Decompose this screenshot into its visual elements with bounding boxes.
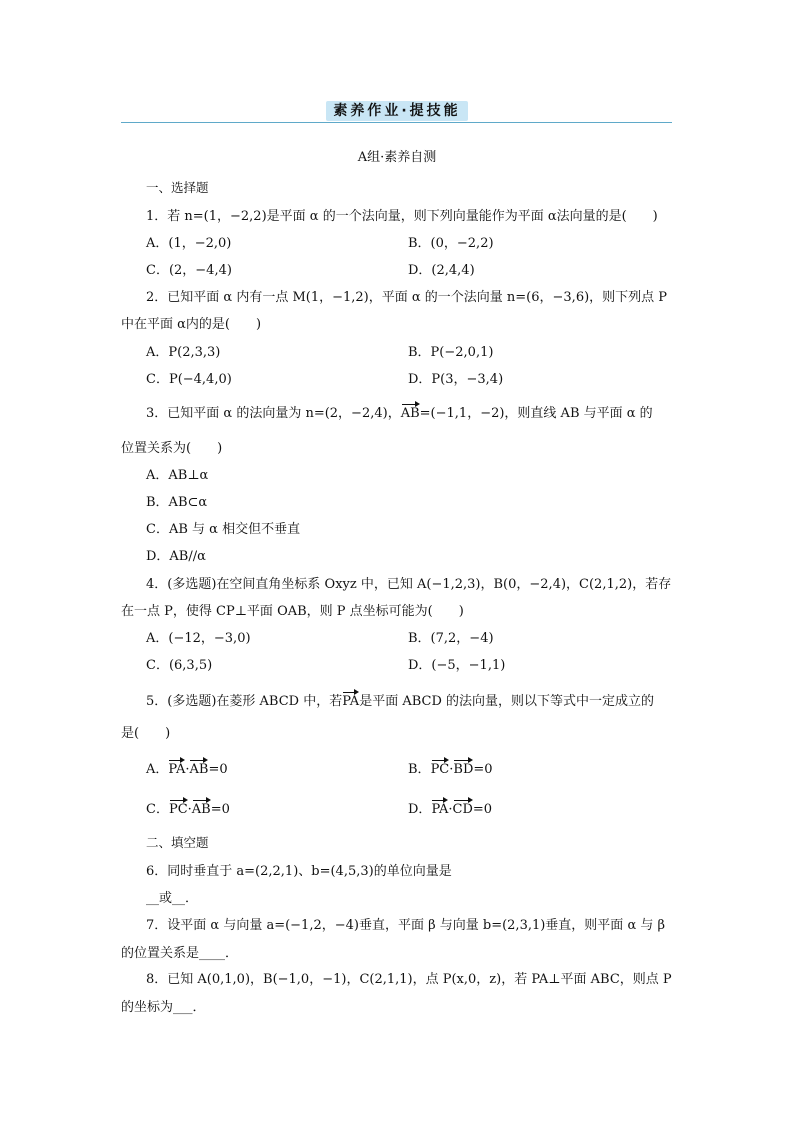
- q5-stem-line2: 是( ): [121, 726, 171, 741]
- vector: PA: [431, 802, 449, 817]
- vector: PC: [430, 762, 450, 777]
- equation-rhs: =0: [208, 762, 228, 777]
- vector: CD: [452, 802, 473, 817]
- option-label: B．: [408, 762, 431, 777]
- equation-rhs: =0: [210, 802, 230, 817]
- q5-option-d: D．PA·CD=0: [408, 802, 493, 817]
- q4-option-b: B．(7,2，−4): [408, 631, 494, 646]
- q1-stem: 1．若 n=(1，−2,2)是平面 α 的一个法向量，则下列向量能作为平面 α法向量的是( ): [146, 209, 658, 224]
- q5-stem-line1: [146, 690, 654, 709]
- equation-rhs: =0: [472, 802, 493, 817]
- q2-option-a: A．P(2,3,3): [146, 345, 221, 360]
- q3-stem-line1: [146, 402, 653, 421]
- q3-option-a: A．AB⊥α: [146, 468, 209, 483]
- q2-option-b: B．P(−2,0,1): [408, 345, 494, 360]
- q4-stem-line1: 4．(多选题)在空间直角坐标系 Oxyz 中，已知 A(−1,2,3)，B(0，−2,4)，C(2,1,2)，若存: [146, 577, 672, 592]
- q8-stem-line1: 8．已知 A(0,1,0)，B(−1,0，−1)，C(2,1,1)，点 P(x,0，z)，若 PA⊥平面 ABC，则点 P: [146, 972, 672, 987]
- q4-stem-line2: 在一点 P，使得 CP⊥平面 OAB，则 P 点坐标可能为( ): [121, 604, 464, 619]
- q5-option-b: B．PC·BD=0: [408, 762, 493, 777]
- q5-option-a: A．PA·AB=0: [146, 762, 228, 777]
- q6-stem: 6．同时垂直于 a=(2,2,1)、b=(4,5,3)的单位向量是: [146, 864, 452, 879]
- vector: PA: [168, 762, 186, 777]
- vector: PC: [168, 802, 188, 817]
- q1-option-c: C．(2，−4,4): [146, 263, 232, 278]
- vector: BD: [453, 762, 474, 777]
- vector: AB: [191, 802, 211, 817]
- vector-ab: AB: [400, 406, 420, 421]
- q2-stem-line2: 中在平面 α内的是( ): [121, 317, 262, 332]
- q2-option-c: C．P(−4,4,0): [146, 372, 232, 387]
- q4-option-a: A．(−12，−3,0): [146, 631, 251, 646]
- q2-stem-line1: 2．已知平面 α 内有一点 M(1，−1,2)，平面 α 的一个法向量 n=(6，−3,6)，则下列点 P: [146, 290, 668, 305]
- q4-option-c: C．(6,3,5): [146, 658, 213, 673]
- q1-option-d: D．(2,4,4): [408, 263, 475, 278]
- option-label: D．: [408, 802, 432, 817]
- q2-option-d: D．P(3，−3,4): [408, 372, 504, 387]
- q1-option-b: B．(0，−2,2): [408, 236, 494, 251]
- q6-answer-blank[interactable]: __或__．: [146, 891, 199, 906]
- group-subtitle: A组·素养自测: [357, 150, 437, 165]
- q3-option-b: B．AB⊂α: [146, 495, 208, 510]
- section-heading-choice: 一、选择题: [146, 180, 209, 195]
- q5-stem-post: 是平面 ABCD 的法向量，则以下等式中一定成立的: [359, 694, 655, 709]
- option-label: A．: [146, 762, 169, 777]
- q7-stem-line2: 的位置关系是____．: [121, 946, 239, 961]
- section-heading-fill: 二、填空题: [146, 835, 209, 850]
- q5-option-c: C．PC·AB=0: [146, 802, 230, 817]
- vector-pa: PA: [342, 694, 360, 709]
- vector: AB: [189, 762, 209, 777]
- q3-stem-pre: 3．已知平面 α 的法向量为 n=(2，−2,4)，: [146, 406, 401, 421]
- q7-stem-line1: 7．设平面 α 与向量 a=(−1,2，−4)垂直，平面 β 与向量 b=(2,3,1)垂直，则平面 α 与 β: [146, 918, 666, 933]
- option-label: C．: [146, 802, 169, 817]
- q5-stem-pre: 5．(多选题)在菱形 ABCD 中，若: [146, 694, 343, 709]
- q3-stem-post: =(−1,1，−2)，则直线 AB 与平面 α 的: [419, 406, 653, 421]
- section-banner: 素养作业·提技能: [326, 101, 468, 121]
- q3-option-d: D．AB//α: [146, 549, 206, 564]
- header-rule: [121, 122, 672, 123]
- q3-option-c: C．AB 与 α 相交但不垂直: [146, 522, 301, 537]
- q4-option-d: D．(−5，−1,1): [408, 658, 506, 673]
- q8-stem-line2: 的坐标为___．: [121, 1000, 206, 1015]
- q3-stem-line2: 位置关系为( ): [121, 441, 223, 456]
- equation-rhs: =0: [473, 762, 493, 777]
- q1-option-a: A．(1，−2,0): [146, 236, 232, 251]
